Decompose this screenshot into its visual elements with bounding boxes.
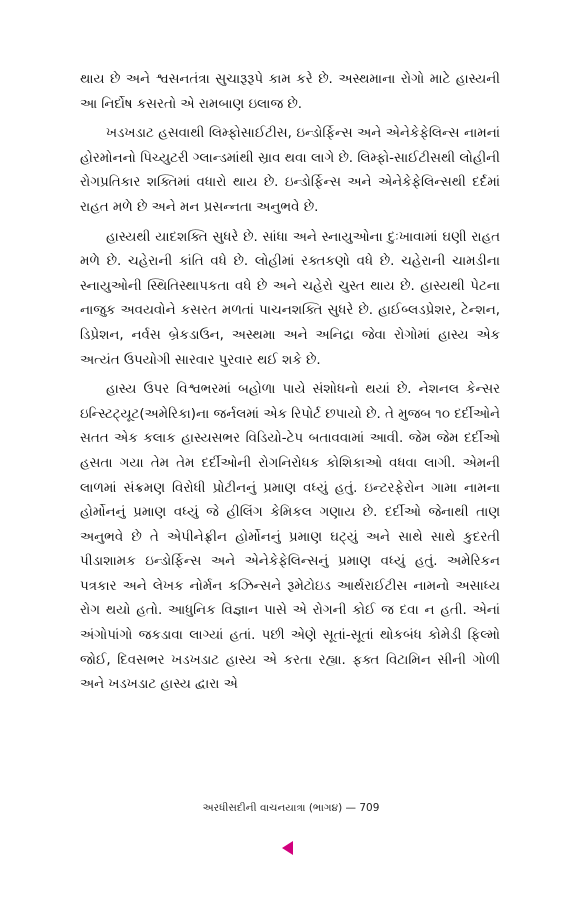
paragraph-3: હાસ્યથી યાદશક્તિ સુધરે છે. સાંધા અને સ્નાયુઓના દુઃખાવામાં ઘણી રાહત મળે છે. ચહેરાની કાંતિ વધે છે. લોહીમાં રક્તકણો વધે છે. ચહેરાની ચામડીના સ્નાયુઓની સ્થિતિસ્થાપકતા વધે છે અને ચહેરો ચુસ્ત થાય છે. હાસ્યથી પેટના નાજુક અવયવોને કસરત મળતાં પાચનશક્તિ સુધરે છે. હાઈબ્લડપ્રેશર, ટેન્શન, ડિપ્રેશન, નર્વસ બ્રેકડાઉન, અસ્થમા અને અનિદ્રા જેવા રોગોમાં હાસ્ય એક અત્યંત ઉપયોગી સારવાર પુરવાર થઈ શકે છે. [80, 229, 500, 368]
paragraph-4: હાસ્ય ઉપર વિશ્વભરમાં બહોળા પાયે સંશોધનો થયાં છે. નેશનલ કેન્સર ઇન્સ્ટિટ્યૂટ(અમેરિકા)ના જર્નલમાં એક રિપોર્ટ છપાયો છે. તે મુજબ ૧૦ દર્દીઓને સતત એક કલાક હાસ્યસભર વિડિયો-ટેપ બતાવવામાં આવી. જેમ જેમ દર્દીઓ હસતા ગયા તેમ તેમ દર્દીઓની રોગનિરોધક કોશિકાઓ વધવા લાગી. એમની લાળમાં સંક્રમણ વિરોધી પ્રોટીનનું પ્રમાણ વધ્યું હતું. ઇન્ટરફેરોન ગામા નામના હોર્મોનનું પ્રમાણ વધ્યું જે હીલિંગ કેમિકલ ગણાય છે. દર્દીઓ જેનાથી તાણ અનુભવે છે તે એપીનેફ્રીન હોર્મોનનું પ્રમાણ ઘટ્યું અને સાથે સાથે કુદરતી પીડાશામક ઇન્ડોર્ફિન્સ અને એનેકેફેલિન્સનું પ્રમાણ વધ્યું હતું. અમેરિકન પત્રકાર અને લેખક નોર્મન કઝિન્સને રૂમેટોઇડ આર્થરાઈટીસ નામનો અસાધ્ય રોગ થયો હતો. આધુનિક વિજ્ઞાન પાસે એ રોગની કોઈ જ દવા ન હતી. એનાં અંગોપાંગો જકડાવા લાગ્યાં હતાં. પછી એણે સૂતાં-સૂતાં થોકબંધ કોમેડી ફિલ્મો જોઈ, દિવસભર ખડખડાટ હાસ્ય એ કરતા રહ્યા. ફક્ત વિટામિન સીની ગોળી અને ખડખડાટ હાસ્ય દ્વારા એ [80, 382, 500, 693]
page-footer: અરધીસદીની વાચનયાત્રા (ભાગ૪) — 709 [202, 802, 380, 814]
body-text [80, 68, 500, 698]
paragraph-1: થાય છે અને શ્વસનતંત્રા સુચારૂરૂપે કામ કરે છે. અસ્થમાના રોગો માટે હાસ્યની આ નિર્દોષ કસરતો એ રામબાણ ઇલાજ છે. [80, 72, 500, 112]
paragraph-2: ખડખડાટ હસવાથી લિમ્ફોસાઈટીસ, ઇન્ડોર્ફિન્સ અને એનેકેફેલિન્સ નામનાં હોરમોનનો પિચ્યુટરી ગ્લાન્ડમાંથી સ્રાવ થવા લાગે છે. લિમ્ફો-સાઈટીસથી લોહીની રોગપ્રતિકાર શક્તિમાં વધારો થાય છે. ઇન્ડોર્ફિન્સ અને એનેકેફેલિન્સથી દર્દમાં રાહત મળે છે અને મન પ્રસન્નતા અનુભવે છે. [80, 126, 500, 215]
left-triangle-icon[interactable] [282, 841, 293, 855]
